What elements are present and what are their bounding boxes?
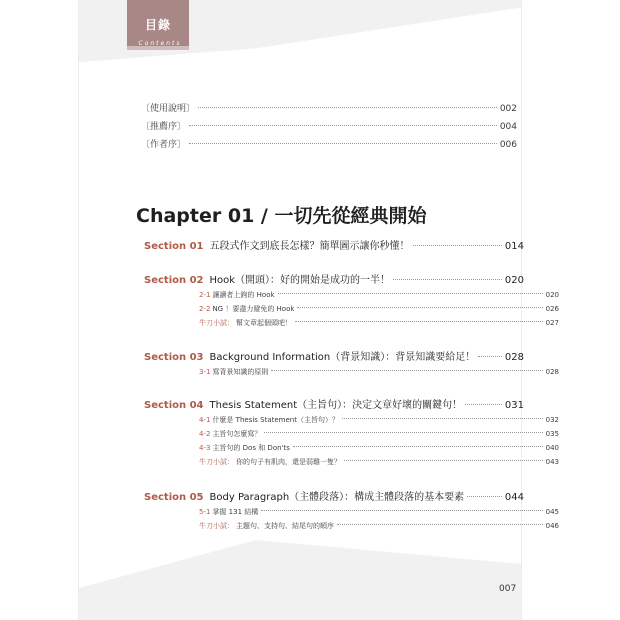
subitem-label: 2-1 [199, 291, 211, 299]
subitem-page: 040 [545, 444, 559, 452]
subitem-title: 主題句、支持句、結尾句的順序 [236, 522, 334, 530]
subitem-label: 4-3 [199, 444, 211, 452]
section-page: 020 [504, 275, 524, 286]
section-title: 五段式作文到底長怎樣？簡單圖示讓你秒懂！ [209, 241, 410, 252]
dot-leader [478, 356, 502, 357]
section-page: 031 [504, 400, 524, 411]
dot-leader [198, 107, 497, 108]
section-page: 044 [504, 492, 524, 503]
page-number: 007 [499, 584, 517, 594]
section-label: Section 02 [144, 275, 204, 286]
dot-leader [189, 125, 497, 126]
front-item-label: 〔使用說明〕 [141, 104, 196, 114]
subitem-label: 牛刀小試： [199, 319, 234, 327]
subitem-title: NG ！要盡力避免的 Hook [212, 305, 295, 313]
subitem-page: 020 [545, 291, 559, 299]
subitem-title: 幫文章起個頭吧！ [236, 319, 292, 327]
subitem-page: 035 [545, 430, 559, 438]
section-title: Hook（開頭）：好的開始是成功的一半！ [209, 275, 391, 286]
section-page: 028 [504, 352, 524, 363]
toc-subitem[interactable] [199, 415, 559, 425]
toc-section[interactable] [144, 488, 524, 503]
front-item-label: 〔作者序〕 [141, 140, 187, 150]
toc-subitem[interactable] [199, 443, 559, 453]
toc-section[interactable] [144, 271, 524, 286]
front-item-page: 004 [499, 122, 517, 132]
section-label: Section 03 [144, 352, 204, 363]
toc-section[interactable] [144, 348, 524, 363]
dot-leader [295, 321, 543, 322]
subitem-page: 028 [545, 368, 559, 376]
toc-subitem[interactable] [199, 304, 559, 314]
contents-subtitle: Contents [138, 40, 182, 47]
subitem-page: 043 [545, 458, 559, 466]
subitem-label: 4-2 [199, 430, 211, 438]
section-label: Section 04 [144, 400, 204, 411]
section-label: Section 01 [144, 241, 204, 252]
subitem-title: 主旨句的 Dos 和 Don'ts [212, 444, 290, 452]
dot-leader [261, 510, 542, 511]
dot-leader [344, 460, 543, 461]
toc-subitem[interactable] [199, 507, 559, 517]
dot-leader [293, 446, 543, 447]
dot-leader [467, 496, 502, 497]
toc-front-item[interactable] [141, 101, 517, 114]
contents-title: 目錄 [144, 18, 171, 32]
section-title: Thesis Statement（主旨句）：決定文章好壞的關鍵句！ [209, 400, 463, 411]
dot-leader [342, 418, 543, 419]
toc-subitem[interactable] [199, 457, 559, 467]
front-item-label: 〔推薦序〕 [141, 122, 187, 132]
dot-leader [337, 524, 543, 525]
subitem-page: 045 [545, 508, 559, 516]
section-title: Background Information（背景知識）：背景知識要給足！ [209, 352, 476, 363]
dot-leader [393, 279, 502, 280]
section-label: Section 05 [144, 492, 204, 503]
toc-subitem[interactable] [199, 290, 559, 300]
subitem-page: 032 [545, 416, 559, 424]
toc-subitem[interactable] [199, 429, 559, 439]
front-item-page: 006 [499, 140, 517, 150]
chapter-title: Chapter 01 / 一切先從經典開始 [136, 205, 427, 227]
subitem-title: 讓讀者上鉤的 Hook [212, 291, 275, 299]
section-title: Body Paragraph（主體段落）：構成主體段落的基本要素 [209, 492, 465, 503]
toc-subitem[interactable] [199, 367, 559, 377]
subitem-page: 026 [545, 305, 559, 313]
subitem-title: 主旨句怎麼寫？ [212, 430, 262, 438]
front-item-page: 002 [499, 104, 517, 114]
dot-leader [278, 293, 543, 294]
toc-section[interactable] [144, 237, 524, 252]
toc-front-item[interactable] [141, 119, 517, 132]
toc-subitem[interactable] [199, 521, 559, 531]
dot-leader [465, 404, 502, 405]
subitem-title: 你的句子有肌肉，還是弱雞一隻？ [236, 458, 341, 466]
section-page: 014 [504, 241, 524, 252]
subitem-label: 2-2 [199, 305, 211, 313]
subitem-label: 5-1 [199, 508, 211, 516]
subitem-label: 牛刀小試： [199, 522, 234, 530]
subitem-title: 寫背景知識的原則 [212, 368, 269, 376]
toc-front-item[interactable] [141, 137, 517, 150]
toc-subitem[interactable] [199, 318, 559, 328]
dot-leader [271, 370, 542, 371]
subitem-page: 046 [545, 522, 559, 530]
bottom-decoration [79, 540, 521, 620]
subitem-page: 027 [545, 319, 559, 327]
subitem-label: 4-1 [199, 416, 211, 424]
book-page [78, 0, 559, 620]
subitem-title: 什麼是 Thesis Statement（主旨句）？ [212, 416, 339, 424]
toc-section[interactable] [144, 396, 524, 411]
subitem-label: 3-1 [199, 368, 211, 376]
dot-leader [264, 432, 542, 433]
subitem-label: 牛刀小試： [199, 458, 234, 466]
subitem-title: 掌握 131 結構 [212, 508, 259, 516]
dot-leader [297, 307, 542, 308]
dot-leader [189, 143, 497, 144]
dot-leader [413, 245, 502, 246]
